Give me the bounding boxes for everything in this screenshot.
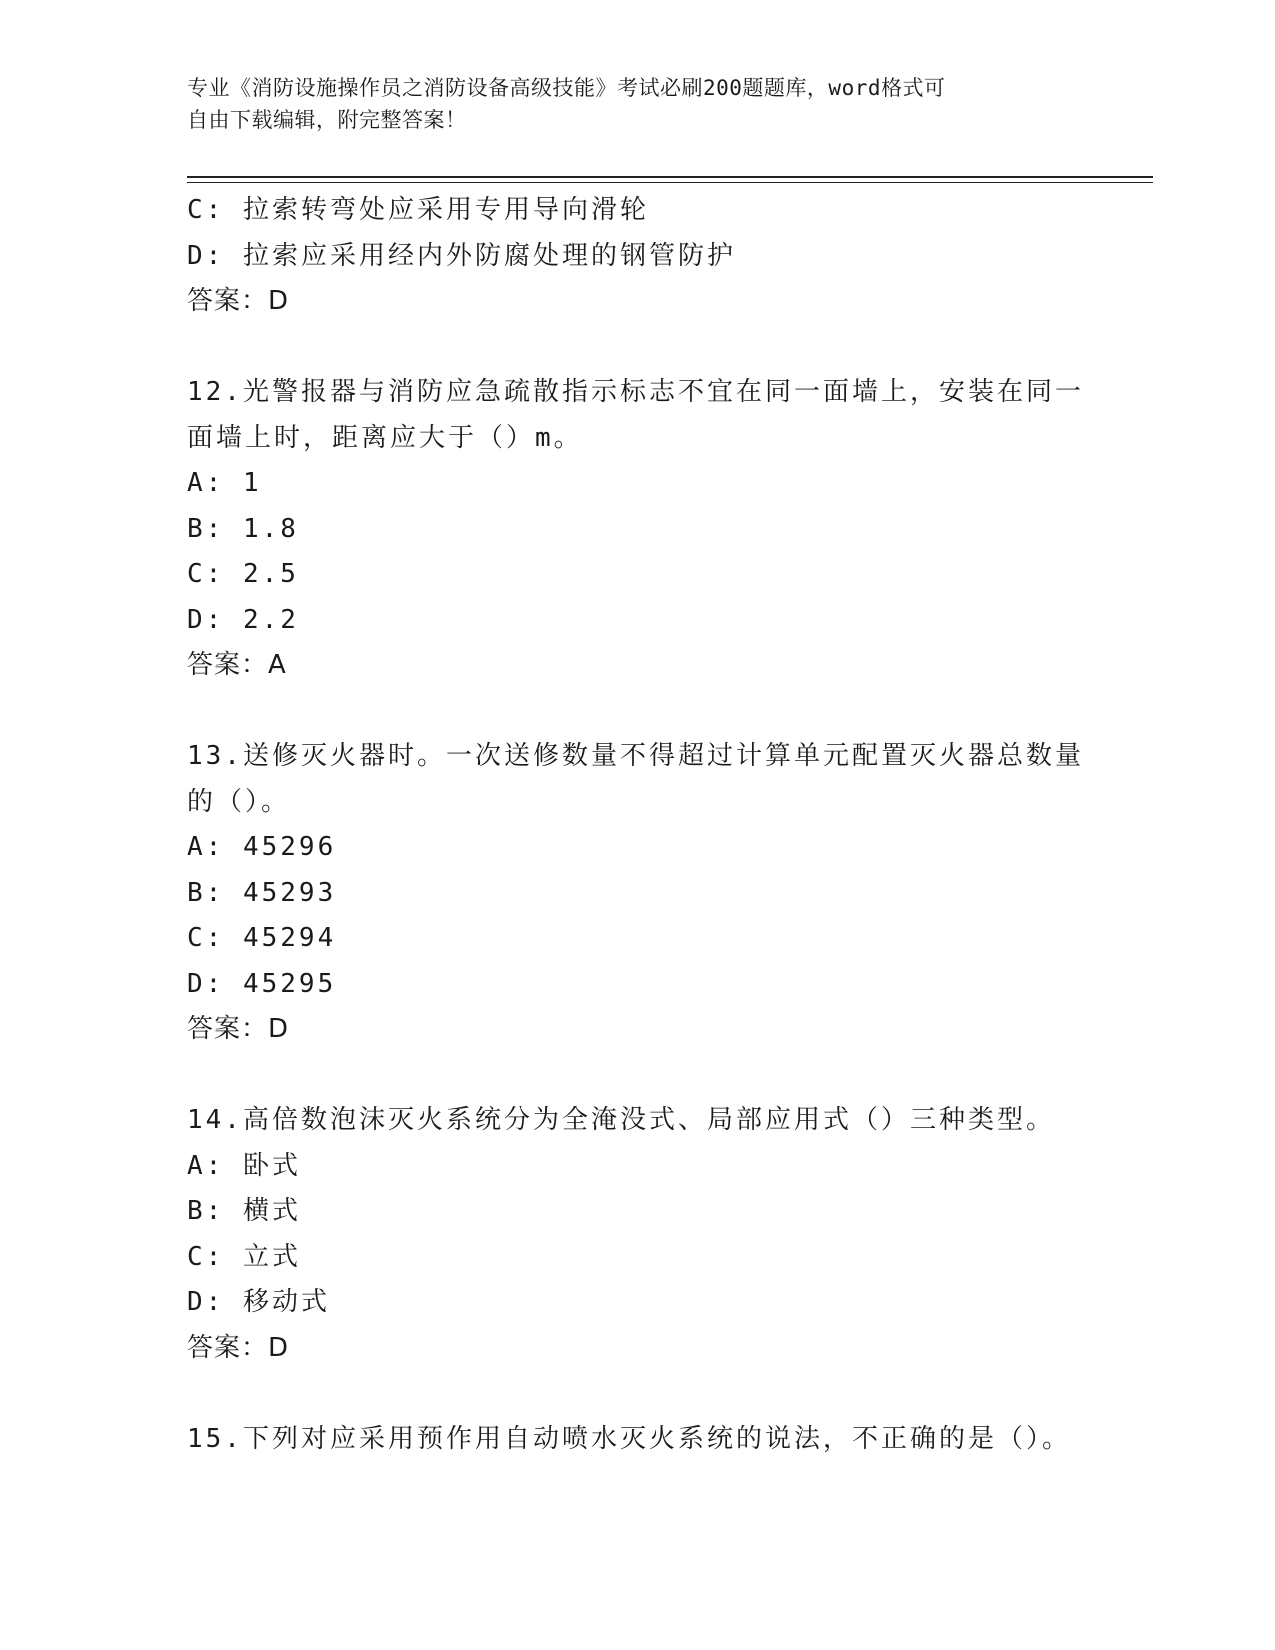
answer: 答案：A xyxy=(187,650,287,680)
question-stem: 14.高倍数泡沫灭火系统分为全淹没式、局部应用式（）三种类型。 xyxy=(187,1105,1055,1135)
option-c: C: 立式 xyxy=(187,1241,301,1272)
header-divider-thick xyxy=(187,176,1153,178)
question-12 xyxy=(187,370,1087,689)
question-list xyxy=(187,188,1087,1462)
question-14 xyxy=(187,1098,1087,1371)
previous-question-tail xyxy=(187,188,1087,325)
answer: 答案：D xyxy=(187,1014,290,1044)
option-a: A: 45296 xyxy=(187,832,337,862)
option-c: C: 拉索转弯处应采用专用导向滑轮 xyxy=(187,195,649,225)
option-d: D: 45295 xyxy=(187,968,337,999)
option-c: C: 45294 xyxy=(187,923,337,953)
question-stem: 面墙上时，距离应大于（）m。 xyxy=(187,422,583,453)
option-a: A: 1 xyxy=(187,468,262,498)
question-stem: 15.下列对应采用预作用自动喷水灭火系统的说法，不正确的是（）。 xyxy=(187,1423,1071,1454)
question-15 xyxy=(187,1417,1087,1463)
answer: 答案：D xyxy=(187,286,290,316)
header-line-1: 专业《消防设施操作员之消防设备高级技能》考试必刷200题题库，word格式可 xyxy=(187,76,946,100)
header-line-2: 自由下载编辑，附完整答案！ xyxy=(187,108,467,132)
option-d: D: 2.2 xyxy=(187,604,299,635)
document-header xyxy=(187,72,1087,136)
option-b: B: 横式 xyxy=(187,1196,301,1226)
header-divider-thin xyxy=(187,182,1153,183)
question-stem: 12.光警报器与消防应急疏散指示标志不宜在同一面墙上，安装在同一 xyxy=(187,377,1084,407)
option-b: B: 1.8 xyxy=(187,513,299,544)
option-d: D: 拉索应采用经内外防腐处理的钢管防护 xyxy=(187,240,736,271)
option-a: A: 卧式 xyxy=(187,1150,301,1181)
option-d: D: 移动式 xyxy=(187,1287,330,1317)
question-stem: 13.送修灭火器时。一次送修数量不得超过计算单元配置灭火器总数量 xyxy=(187,741,1084,771)
option-c: C: 2.5 xyxy=(187,559,299,589)
option-b: B: 45293 xyxy=(187,877,337,908)
answer: 答案：D xyxy=(187,1332,290,1363)
question-13 xyxy=(187,734,1087,1053)
question-stem: 的（）。 xyxy=(187,786,291,817)
